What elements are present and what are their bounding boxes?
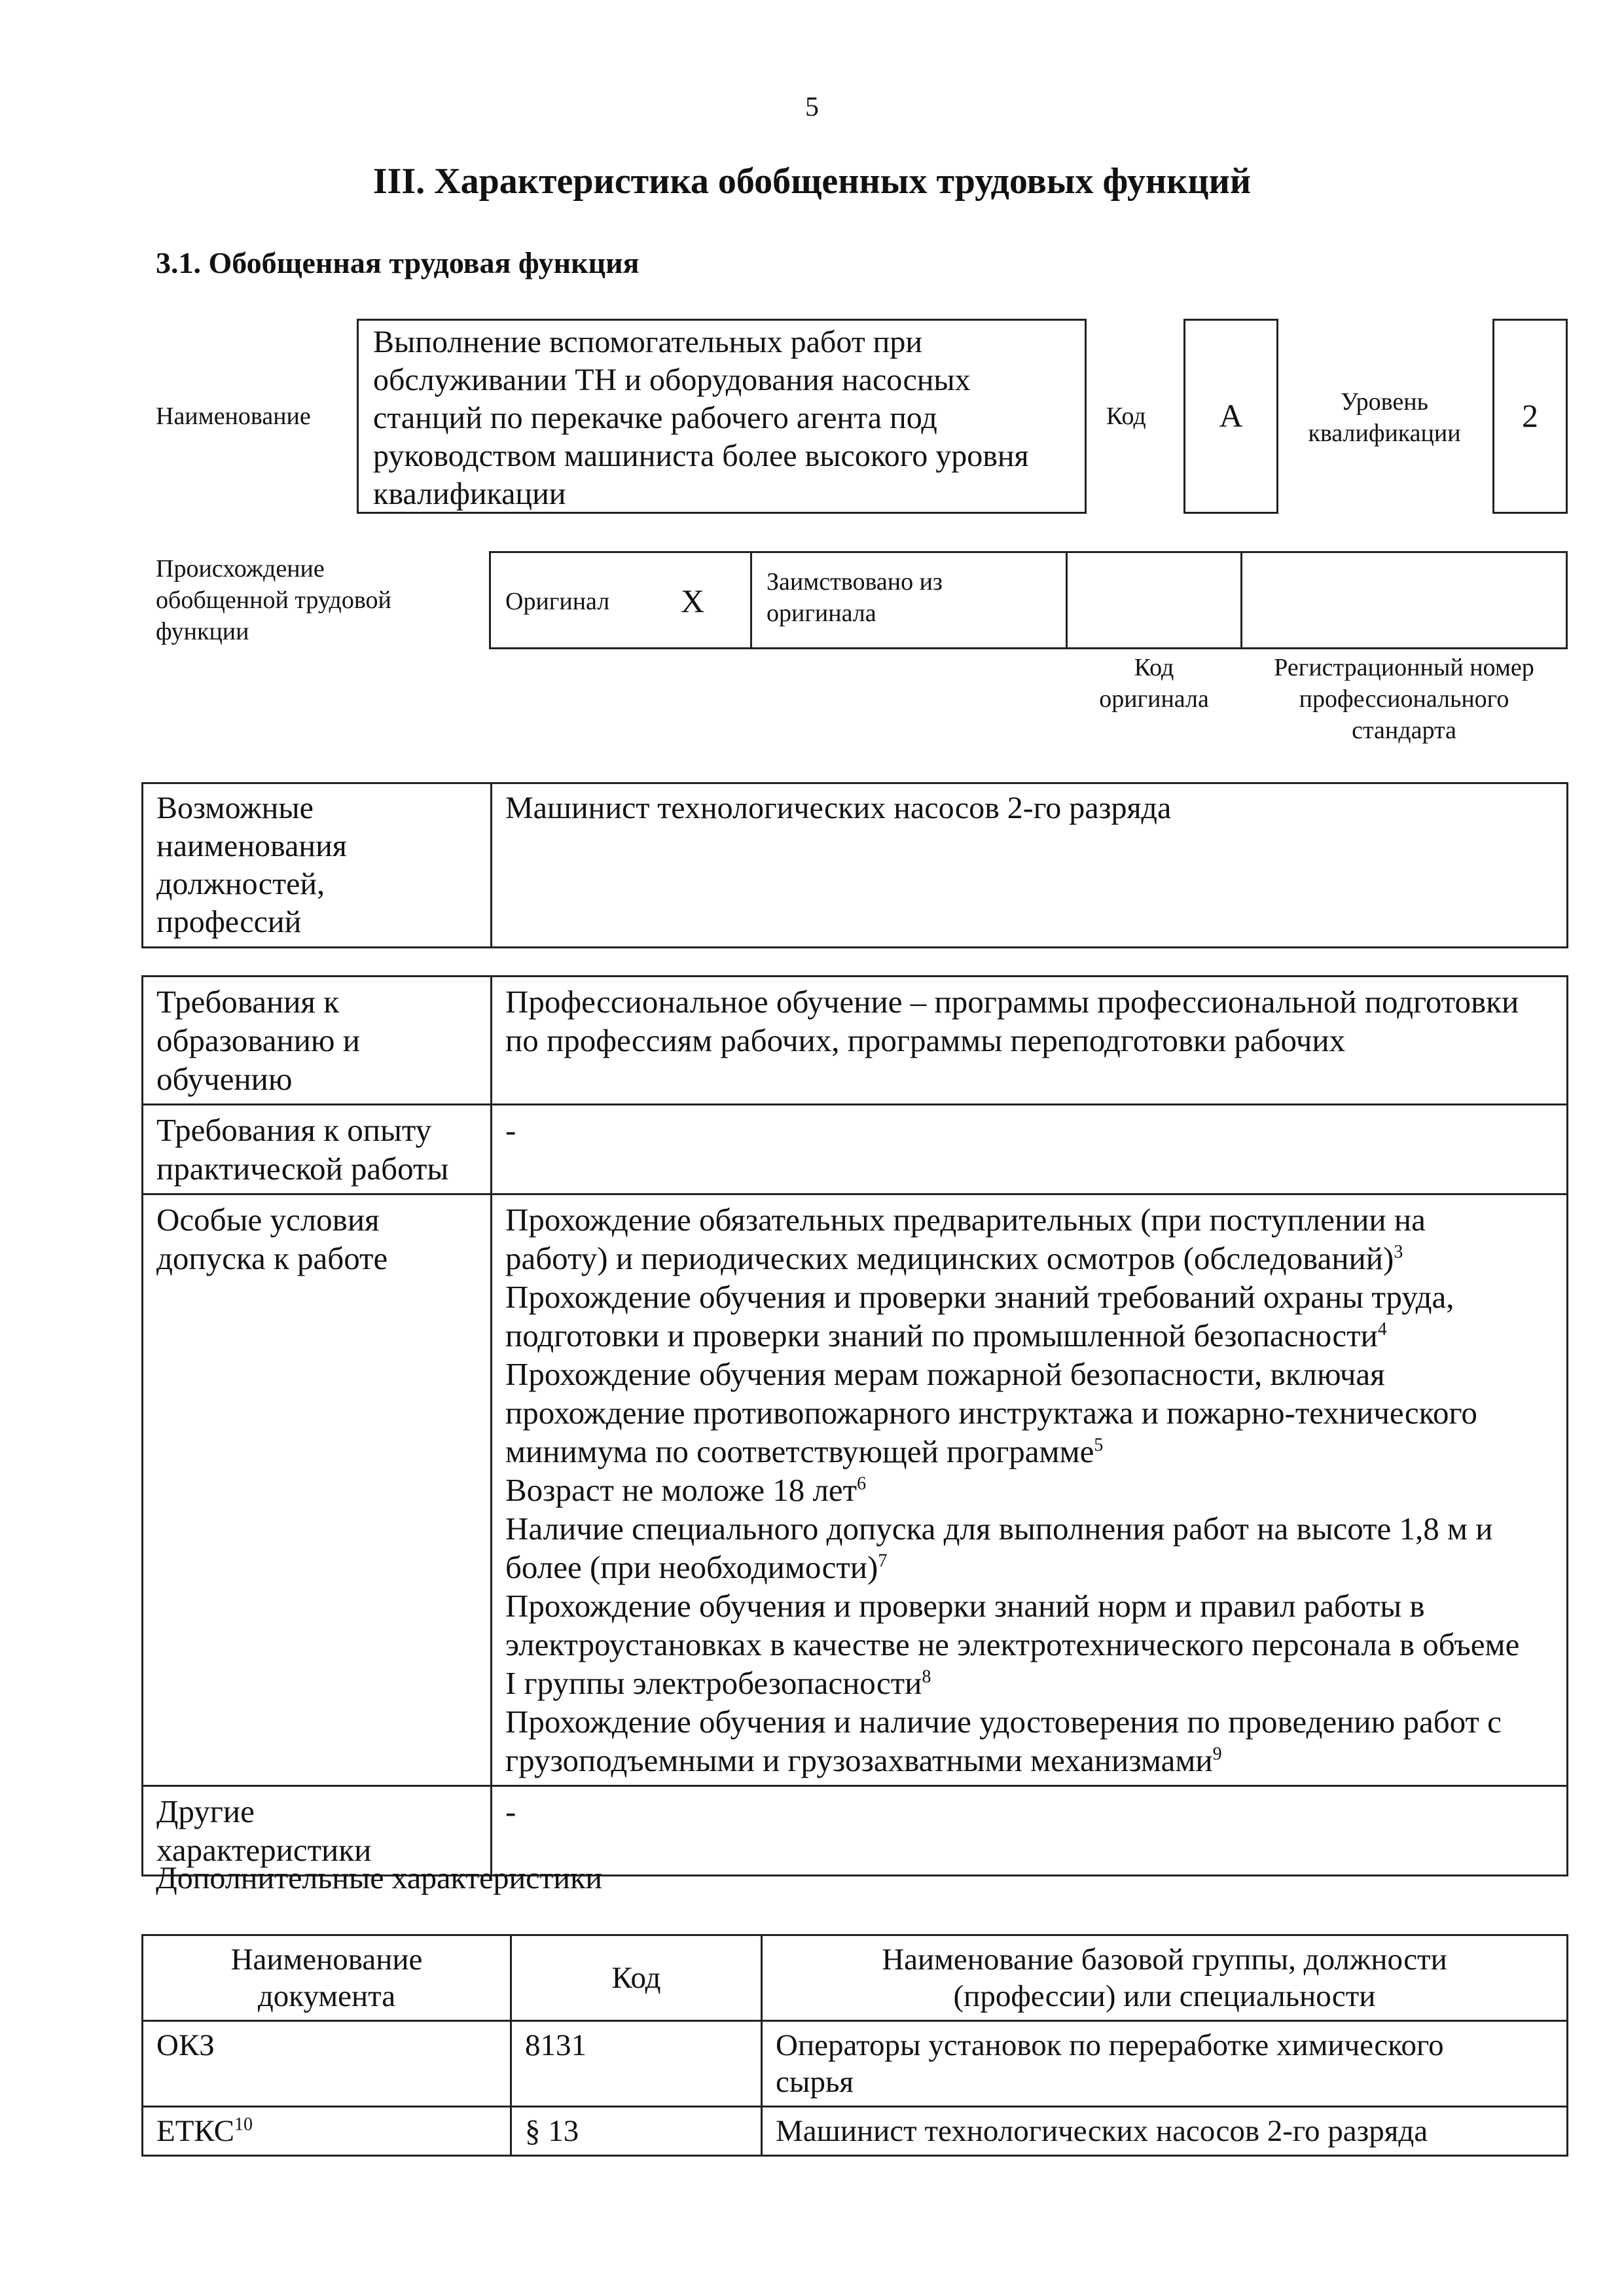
positions-table	[141, 782, 1568, 948]
footnote-ref: 7	[878, 1551, 888, 1571]
footnote-ref: 3	[1394, 1242, 1403, 1263]
req-value: -	[492, 1786, 1568, 1876]
special-line: более (при необходимости)$^7$	[505, 1549, 888, 1585]
column-header: Наименование документа	[143, 1935, 511, 2021]
level-label-line: квалификации	[1308, 420, 1461, 447]
reg-caption-line: Регистрационный номер	[1274, 654, 1534, 681]
special-line: подготовки и проверки знаний по промышленной безопасности$^4$	[505, 1318, 1387, 1354]
footnote-ref: 4	[1377, 1319, 1387, 1340]
footnote-ref: 6	[857, 1473, 867, 1494]
subsection-title: 3.1. Обобщенная трудовая функция	[156, 246, 640, 279]
req-label-line: Требования к	[156, 984, 340, 1020]
special-line: работу) и периодических медицинских осмотров (обследований)$^3$	[505, 1240, 1403, 1276]
reg-caption-line: профессионального	[1299, 685, 1509, 713]
req-value-line: по профессиям рабочих, программы переподготовки рабочих	[505, 1022, 1346, 1058]
level-label-line: Уровень	[1341, 388, 1428, 416]
req-label-line: Другие	[156, 1793, 255, 1829]
code-caption	[1066, 652, 1242, 715]
function-name-line: Выполнение вспомогательных работ при	[373, 325, 923, 359]
positions-value: Машинист технологических насосов 2-го разряда	[492, 783, 1568, 948]
footnote-ref: 8	[922, 1666, 931, 1687]
req-label-line: обучению	[156, 1061, 293, 1097]
special-line: Возраст не моложе 18 лет$^6$	[505, 1472, 867, 1508]
doc-cell: ЕТКС$^{10}$	[143, 2107, 511, 2156]
table-row	[143, 977, 1568, 1105]
original-mark: X	[681, 583, 705, 619]
borrowed-cell	[750, 551, 1068, 649]
footnote-ref: 9	[1212, 1744, 1222, 1765]
level-value: 2	[1492, 319, 1568, 514]
reg-caption-line: стандарта	[1352, 717, 1456, 744]
footnote-ref: 10	[234, 2114, 253, 2135]
borrowed-label-line: Заимствовано из	[767, 568, 943, 596]
original-label: Оригинал	[505, 588, 610, 615]
name-cell: Машинист технологических насосов 2-го разряда	[762, 2107, 1568, 2156]
special-line: минимума по соответствующей программе$^5$	[505, 1433, 1104, 1469]
special-line: электроустановках в качестве не электротехнического персонала в объеме	[505, 1626, 1520, 1662]
origin-label	[156, 553, 391, 647]
additional-table	[141, 1934, 1568, 2157]
req-label-line: практической работы	[156, 1151, 449, 1187]
reg-caption	[1240, 652, 1568, 746]
req-label-line: образованию и	[156, 1022, 361, 1058]
original-cell	[489, 551, 752, 649]
original-code-cell	[1066, 551, 1242, 649]
req-label	[143, 1105, 492, 1194]
req-label	[143, 977, 492, 1105]
special-line: Прохождение обязательных предварительных (при поступлении на	[505, 1202, 1426, 1238]
origin-label-line: функции	[156, 618, 249, 645]
code-value: A	[1183, 319, 1278, 514]
positions-label-line: должностей,	[156, 867, 325, 901]
req-value-line: Профессиональное обучение – программы профессиональной подготовки	[505, 984, 1519, 1020]
table-row	[143, 2107, 1568, 2156]
doc-cell: ОКЗ	[143, 2021, 511, 2107]
special-line: прохождение противопожарного инструктажа и пожарно-технического	[505, 1395, 1477, 1431]
code-cell: § 13	[511, 2107, 762, 2156]
positions-label-line: наименования	[156, 829, 347, 863]
page-number: 5	[805, 92, 819, 122]
special-line: Наличие специального допуска для выполнения работ на высоте 1,8 м и	[505, 1511, 1493, 1547]
special-line: Прохождение обучения и проверки знаний требований охраны труда,	[505, 1279, 1454, 1315]
reg-number-cell	[1240, 551, 1568, 649]
special-line: Прохождение обучения и наличие удостоверения по проведению работ с	[505, 1704, 1502, 1740]
positions-label	[143, 783, 492, 948]
req-value	[492, 977, 1568, 1105]
level-label	[1283, 386, 1486, 449]
table-row	[143, 2021, 1568, 2107]
function-name-line: квалификации	[373, 476, 566, 511]
special-conditions	[492, 1194, 1568, 1786]
additional-heading: Дополнительные характеристики	[156, 1861, 603, 1895]
code-label: Код	[1106, 403, 1146, 430]
special-line: грузоподъемными и грузозахватными механизмами$^9$	[505, 1742, 1222, 1778]
table-row	[143, 1194, 1568, 1786]
table-row	[143, 1105, 1568, 1194]
requirements-table	[141, 975, 1568, 1876]
req-label-line: допуска к работе	[156, 1240, 388, 1276]
positions-label-line: профессий	[156, 905, 302, 939]
code-caption-line: Код	[1134, 654, 1174, 681]
column-header: Наименование базовой группы, должности (профессии) или специальности	[762, 1935, 1568, 2021]
name-label: Наименование	[156, 403, 311, 430]
function-name-line: руководством машиниста более высокого уровня	[373, 439, 1029, 473]
table-header-row	[143, 1935, 1568, 2021]
table-row	[143, 783, 1568, 948]
origin-label-line: обобщенной трудовой	[156, 586, 391, 614]
special-line: I группы электробезопасности$^8$	[505, 1665, 931, 1701]
origin-label-line: Происхождение	[156, 555, 325, 583]
positions-label-line: Возможные	[156, 791, 314, 825]
special-line: Прохождение обучения мерам пожарной безопасности, включая	[505, 1356, 1385, 1392]
function-name-line: станций по перекачке рабочего агента под	[373, 401, 937, 435]
req-label-line: Особые условия	[156, 1202, 380, 1238]
borrowed-label-line: оригинала	[767, 600, 876, 627]
function-name-line: обслуживании ТН и оборудования насосных	[373, 363, 971, 397]
code-cell: 8131	[511, 2021, 762, 2107]
code-caption-line: оригинала	[1099, 685, 1209, 713]
req-label-line: Требования к опыту	[156, 1112, 432, 1148]
req-label-line: характеристики	[156, 1832, 372, 1868]
req-label	[143, 1194, 492, 1786]
req-value: -	[492, 1105, 1568, 1194]
special-line: Прохождение обучения и проверки знаний норм и правил работы в	[505, 1588, 1425, 1624]
column-header: Код	[511, 1935, 762, 2021]
section-title: III. Характеристика обобщенных трудовых функций	[372, 161, 1252, 202]
name-cell: Операторы установок по переработке химического сырья	[762, 2021, 1568, 2107]
function-name-box	[357, 319, 1087, 514]
footnote-ref: 5	[1094, 1435, 1104, 1456]
